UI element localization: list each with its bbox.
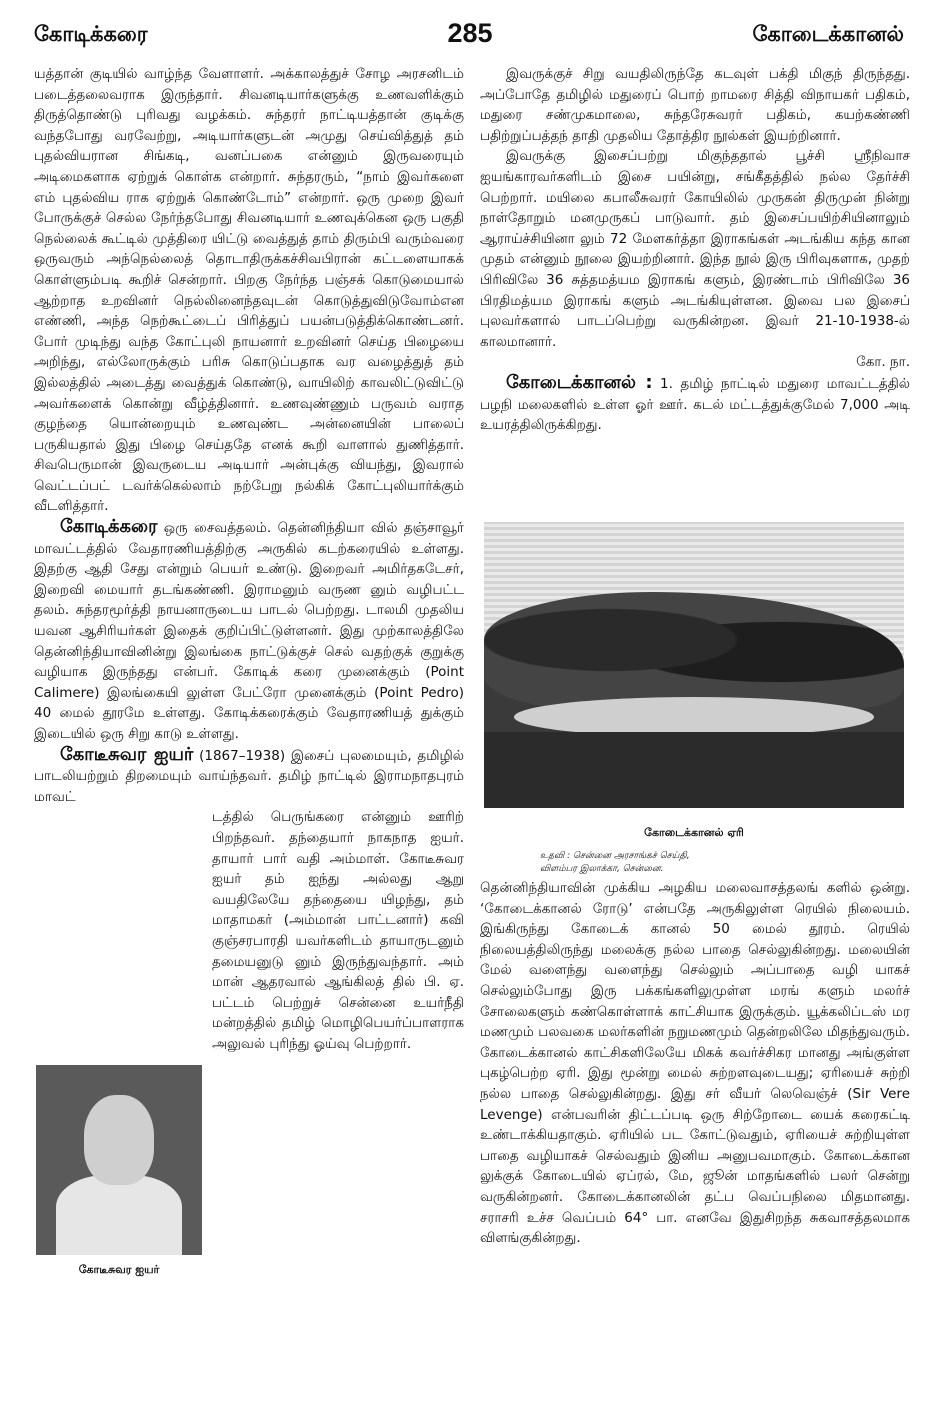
right-para-1: இவருக்குச் சிறு வயதிலிருந்தே கடவுள் பக்தி மிகுந் திருந்தது. அப்போதே தமிழில் மதுரைப் பொற் றாமரை சித்தி விநாயகர் பதிகம், மதுரை சண்முகமாலை, சுந்தரேசுவரர் பதிகம், கயற்கண்ணி பதிற்றுப்பத்தந் தாதி முதலிய தோத்திர நூல்கள் இயற்றினார். [480, 66, 910, 144]
portrait-figure-face [84, 1095, 154, 1185]
right-column-lower [480, 878, 910, 1249]
entry-kodeesuvara-iyer [34, 745, 464, 808]
portrait-caption: கோடீசுவர ஐயர் [78, 1263, 160, 1276]
headword-kodeesuvara-iyer: கோடீசுவர ஐயர் [60, 743, 194, 765]
headword-kodikkarai: கோடிக்கரை [60, 516, 158, 538]
page-header [0, 18, 940, 56]
author-signature: கோ. நா. [856, 354, 910, 371]
entry-kodeesuvara-text-a: (1867–1938) இசைப் புலமையும், தமிழில் பாடலியற்றும் திறமையும் வாய்ந்தவர். தமிழ் நாட்டில் இராமநாதபுரம் மாவட் [34, 747, 464, 805]
entry-kodikkarai [34, 517, 464, 745]
entry-kodaikanal-text: 1. தமிழ் நாட்டில் மதுரை மாவட்டத்தில் பழநி மலைகளில் உள்ள ஓர் ஊர். கடல் மட்டத்துக்குமேல் 7,000 அடி உயரத்திலிருக்கிறது. [480, 375, 910, 434]
page-number: 285 [447, 18, 493, 48]
header-left-word: கோடிக்கரை [34, 22, 148, 46]
kodaikanal-description: தென்னிந்தியாவின் முக்கிய அழகிய மலைவாசத்தலங் களில் ஒன்று. ‘கோடைக்கானல் ரோடு’ என்பதே அருகிலுள்ள ரெயில் நிலையம். இங்கிருந்து கோடைக் கானல் 50 மைல் தூரம். ரெயில் நிலையத்திலிருந்து மலைக்கு நல்ல பாதை செல்லுகின்றது. மலையின் மேல் வளைந்து வளைந்து செல்லும் அப்பாதை வழி யாகச் செல்லும்போது இரு பக்கங்களிலுமுள்ள மரங் களும் மலர்ச் சோலைகளும் கண்கொள்ளாக் காட்சியாக இருக்கும். யூக்கலிப்டஸ் மர மணமும் பலவகை மலர்களின் நறுமணமும் தென்றலிலே மிதந்துவரும். கோடைக்கானல் காட்சிகளிலேயே மிகக் கவர்ச்சிகர மானது அங்குள்ள புகழ்பெற்ற ஏரி. இது மூன்று மைல் சுற்றளவுடையது; ஏரியைச் சுற்றி நல்ல பாதை செல்லுகின்றது. இது சர் வீயர் லெவெஞ்ச் (Sir Vere Levenge) என்பவரின் திட்டப்படி ஒரு சிற்றோடை யைக் கரைகட்டி உண்டாக்கியதாகும். ஏரியில் பட கோட்டுவதும், ஏரியைச் சுற்றியுள்ள பாதை வழியாகச் செல்வதும் இனிய அனுபவமாகும். கோடைக்கான லுக்குக் கோடையில் ஏப்ரல், மே, ஜூன் மாதங்களில் பலர் சென்று வருகின்றனர். கோடைக்கானலின் தட்ப வெப்பநிலை மிதமானது. சராசரி உச்ச வெப்பம் 64° பா. எனவே இதுசிறந்த சுகவாசத்தலமாக விளங்குகின்றது. [480, 880, 910, 1247]
headword-kodaikanal: கோடைக்கானல் : [506, 371, 653, 393]
entry-kodaikanal [480, 373, 910, 436]
lake-photo-caption: கோடைக்கானல் ஏரி [644, 826, 744, 839]
photo-lake [514, 697, 874, 737]
lake-photo-credit [540, 850, 870, 876]
entry-kodeesuvara-text-b: டத்தில் பெருங்கரை என்னும் ஊரிற் பிறந்தவர். தந்தையார் நாகநாத ஐயர். தாயார் பார் வதி அம்மாள். கோடீசுவர ஐயர் தம் ஐந்து அல்லது ஆறு வயதிலேயே தந்தையை யிழந்து, தம் மாதாமகர் (அம்மான் பாட்டனார்) கவி குஞ்சரபாரதி யவர்களிடம் தாயாருடனும் தமையனுடு னும் இருந்துவந்தார். அம் மான் ஆதரவால் ஆங்கிலத் தில் பி. ஏ. பட்டம் பெற்றுச் சென்னை உயர்நீதி மன்றத்தில் தமிழ் மொழிபெயர்ப்பாளராக அலுவல் புரிந்து ஓய்வு பெற்றார். [212, 809, 464, 1052]
portrait-float-space [34, 807, 212, 1047]
photo-credit-line-2: விளம்பர இலாக்கா, சென்னை. [540, 864, 664, 874]
entry-kodikkarai-text: ஒரு சைவத்தலம். தென்னிந்தியா வில் தஞ்சாவூர் மாவட்டத்தில் வேதாரணியத்திற்கு அருகில் கடற்கரையில் உள்ளது. இதற்கு ஆதி சேது என்றும் பெயர் உண்டு. இறைவர் அமிர்தகடேசர், இறைவி மையார் தடங்கண்ணி. இராமனும் வருண னும் வழிபட்ட தலம். சுந்தரமூர்த்தி நாயனாருடைய பாடல் பெற்றது. டாலமி முதலிய யவன ஆசிரியர்கள் இதைக் குறிப்பிட்டுள்ளனர். இது முற்காலத்திலே தென்னிந்தியாவினின்று இலங்கை நாட்டுக்குச் செல் வதற்குக் குறுக்கு வழியாக இருந்தது என்பர். கோடிக் கரை முனைக்கும் (Point Calimere) இலங்கையி லுள்ள பேட்ரோ முனைக்கும் (Point Pedro) 40 மைல் தூரமே உள்ளது. கோடிக்கரைக்கும் வேதாரணியத் துக்கும் இடையில் ஒரு சிறு காடு உள்ளது. [34, 520, 464, 742]
right-para-2: இவருக்கு இசைப்பற்று மிகுந்ததால் பூச்சி ஸ்ரீநிவாச ஐயங்காரவர்களிடம் இசை பயின்று, சங்கீதத்தில் நல்ல தேர்ச்சி பெற்றார். மயிலை கபாலீசுவரர் கோயிலில் முருகன் திருமுன் நின்று நாள்தோறும் மனமுருகப் பாடுவார். தம் இசைப்பயிற்சியினாலும் ஆராய்ச்சியினா லும் 72 மேளகர்த்தா இராகங்கள் அடங்கிய கந்த கான முதம் என்னும் நூலை இயற்றினார். இந்த நூல் இரு பிரிவுகளாக, முதற் பிரிவிலே 36 சுத்தமத்யம இராகங் களும், இரண்டாம் பிரிவிலே 36 பிரதிமத்யம இராகங் களும் அடங்கியுள்ளன. இவை பல இசைப் புலவர்களால் பாடப்பெற்று வருகின்றன. இவர் 21-10-1938-ல் காலமானார். [480, 148, 910, 350]
photo-credit-line-1: உதவி : சென்னை அரசாங்கச் செய்தி, [540, 851, 690, 861]
portrait-figure-body [56, 1175, 182, 1255]
photo-shore [484, 732, 904, 808]
portrait-photo [36, 1065, 202, 1255]
left-para-1: யத்தான் குடியில் வாழ்ந்த வேளாளர். அக்காலத்துச் சோழ அரசனிடம் படைத்தலைவராக இருந்தார். சிவனடியார்களுக்கு உணவளிக்கும் திருத்தொண்டு புரிவது வழக்கம். சுந்தரர் நாட்டியத்தான் குடிக்கு வந்தபோது வரவேற்று, அடியார்களுடன் அமுது செய்வித்துத் தம் புதல்வியரான சிங்கடி, வனப்பகை என்னும் இருவரையும் அடிமைகளாக ஏற்றுக் கொள்க என்றார். சுந்தரரும், “நாம் இவர்களை எம் புதல்விய ராக ஏற்றுக் கொண்டோம்” என்றார். ஒரு முறை இவர் போருக்குச் செல்ல நேர்ந்தபோது சிவனடியார் உணவுக்கென ஒரு பகுதி நெல்லைக் கூட்டில் முத்திரை யிட்டு வைத்துத் தாம் திரும்பி வரும்வரை ஒருவரும் அந்நெல்லைத் தொடாதிருக்கச்சிவபிரான் கட்டளையாகக் கொள்ளும்படி கூறிச் சென்றார். பிறகு நேர்ந்த பஞ்சக் கொடுமையால் ஆற்றாத உறவினர் நெல்லினைந்தவுடன் கொடுத்துவிடுவோம்என எண்ணி, அந்த நெற்கூட்டைப் பிரித்துப் பயன்படுத்திக்கொண்டனர். போர் முடிந்து வந்த கோட்புலி நாயனார் உறவினர் செய்த பிழையை அறிந்து, எல்லோருக்கும் பரிசு கொடுப்பதாக வர வழைத்துத் தம் இல்லத்தில் அடைத்து வைத்துக் கொண்டு, வாயிலிற் காவலிட்டுவிட்டு அவர்களைக் கொன்று வீழ்த்தினார். உணவுண்ணும் பருவம் வராத குழந்தை யொன்றையும் உணவுண்ட அன்னையின் பாலைப் பருகியதால் இது பிழை செய்ததே எனக் கூறி வாளால் துணித்தார். சிவபெருமான் இவருடைய அடியார் அன்புக்கு வியந்து, இவரால் வெட்டப்பட் டவர்க்கெல்லாம் நற்பேறு நல்கிக் கோட்புலியார்க்கும் வீடளித்தார். [34, 66, 464, 515]
header-right-word: கோடைக்கானல் [752, 22, 904, 46]
kodaikanal-lake-photo [484, 522, 904, 808]
left-column [34, 64, 464, 1055]
right-column [480, 64, 910, 436]
